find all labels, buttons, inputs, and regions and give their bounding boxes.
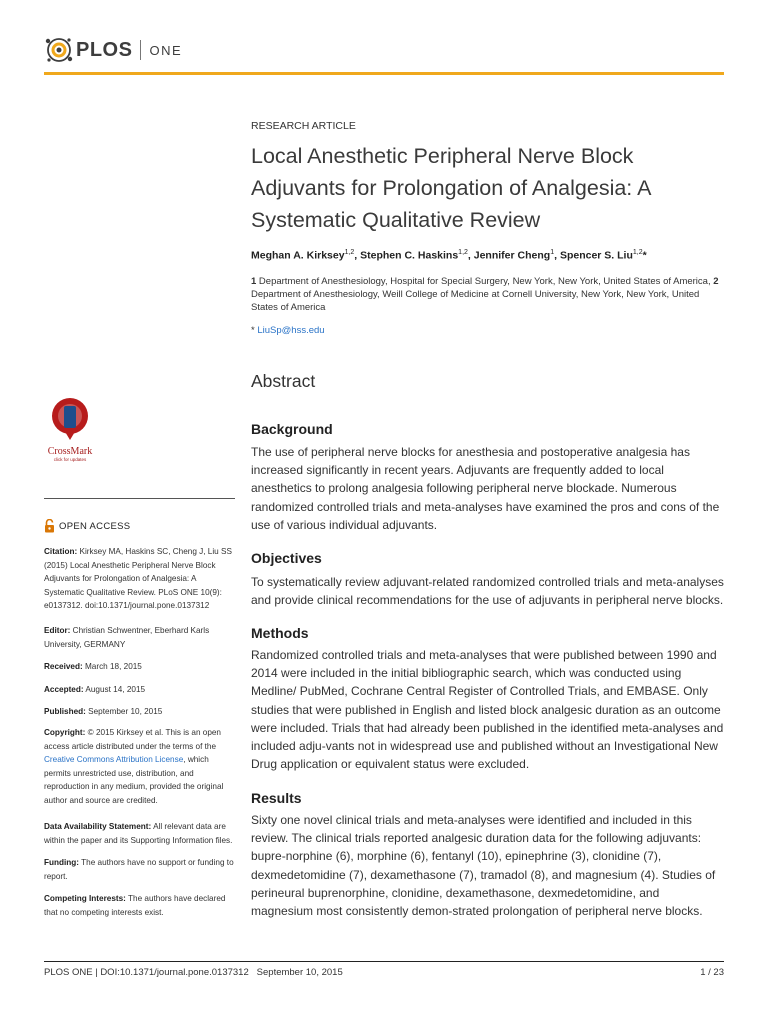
- competing-interests-text: The authors have declared that no competing interests exist.: [44, 894, 226, 917]
- objectives-heading: Objectives: [251, 550, 322, 566]
- author-separator: *: [642, 249, 647, 262]
- journal-subname: ONE: [149, 42, 183, 58]
- author-name: Stephen C. Haskins: [360, 249, 459, 262]
- received-block: [44, 660, 236, 674]
- published-label: Published:: [44, 707, 86, 716]
- footer-citation: PLOS ONE | DOI:10.1371/journal.pone.0137312 September 10, 2015: [44, 967, 343, 978]
- crossmark-badge[interactable]: [44, 396, 96, 462]
- citation-label: Citation:: [44, 547, 78, 556]
- affiliation-text: Department of Anesthesiology, Weill College of Medicine at Cornell University, New York, New York, United States of America: [251, 289, 700, 313]
- background-text: The use of peripheral nerve blocks for anesthesia and postoperative analgesia has increased significantly in recent years. Adjuvants are frequently added to local anesthetics to prolong analgesia following peripheral nerve blockade. Numerous randomized controlled trials and meta-analyses have examined the pros and cons of the use of various individual adjuvants.: [251, 445, 720, 532]
- affiliations: [251, 275, 724, 314]
- accepted-label: Accepted:: [44, 685, 84, 694]
- accepted-date: August 14, 2015: [85, 685, 146, 694]
- plos-logo-icon: [44, 35, 74, 65]
- crossmark-sub: click for updates: [53, 457, 87, 462]
- results-heading: Results: [251, 790, 302, 806]
- author-affiliation-mark: 1,2: [632, 249, 643, 256]
- published-block: [44, 705, 236, 719]
- header-rule: [44, 72, 724, 75]
- objectives-text: To systematically review adjuvant-related randomized controlled trials and meta-analyses and provide clinical recommendations for the use of adjuvants in peripheral nerve blocks.: [251, 575, 724, 608]
- accepted-block: [44, 683, 236, 697]
- methods-text: Randomized controlled trials and meta-analyses that were published between 1990 and 2014 were included in the initial bibliographic search, which was conducted using Medline/ PubMed, Cochrane Central Register of Controlled Trials, and EMBASE. Only studies that were published in English and listed block analgesic duration as an outcome were included. Trials that had already been published in the identified meta-analyses and included adju-vants not in widespread use and published without an Investigational New Drug application or equivalent status were excluded.: [251, 648, 724, 772]
- author-separator: ,: [354, 249, 361, 262]
- abstract-heading: Abstract: [251, 371, 316, 391]
- results-text: Sixty one novel clinical trials and meta-analyses were identified and included in this review. The clinical trials reported analgesic duration data for the following adjuvants: bupre-norphine (6), morphine (6), fentanyl (10), epinephrine (3), clonidine (7), dexmedetomidine (7), dexamethasone (7), tramadol (8), and magnesium (4). Studies of perineural buprenorphine, clonidine, dexamethasone, dexmedetomidine, and magnesium most consistently demon-strated prolongation of peripheral nerve blocks.: [251, 813, 716, 919]
- author-separator: ,: [467, 249, 474, 262]
- funding-label: Funding:: [44, 858, 80, 867]
- funding-block: [44, 856, 236, 883]
- editor-label: Editor:: [44, 626, 71, 635]
- journal-logo[interactable]: [44, 34, 182, 66]
- email-link[interactable]: LiuSp@hss.edu: [257, 325, 325, 336]
- citation-block: [44, 545, 236, 613]
- competing-interests-block: [44, 892, 236, 919]
- sidebar-rule: [44, 498, 235, 499]
- copyright-text: © 2015 Kirksey et al. This is an open access article distributed under the terms of the: [44, 728, 221, 751]
- open-lock-icon: [44, 519, 55, 533]
- author-affiliation-mark: 1,2: [344, 249, 355, 256]
- editor-text: Christian Schwentner, Eberhard Karls University, GERMANY: [44, 626, 210, 649]
- author-separator: ,: [554, 249, 560, 262]
- methods-heading: Methods: [251, 625, 309, 641]
- crossmark-brand: CrossMark: [47, 446, 93, 457]
- author-affiliation-mark: 1,2: [458, 249, 468, 256]
- published-date: September 10, 2015: [88, 707, 163, 716]
- data-availability-text: All relevant data are within the paper and its Supporting Information files.: [44, 822, 233, 845]
- citation-text: Kirksey MA, Haskins SC, Cheng J, Liu SS (2015) Local Anesthetic Peripheral Nerve Block Adjuvants for Prolongation of Analgesia: A Systematic Qualitative Review. PLoS ONE 10(9): e0137312. doi:10.1371/journal.pone.0137312: [44, 547, 232, 610]
- background-heading: Background: [251, 421, 333, 437]
- page-number: 1 / 23: [700, 967, 724, 978]
- author-name: Spencer S. Liu: [559, 249, 633, 262]
- copyright-text-after: , which permits unrestricted use, distribution, and reproduction in any medium, provided the original author and source are credited.: [44, 755, 224, 805]
- funding-text: The authors have no support or funding to report.: [44, 858, 234, 881]
- open-access-badge: [44, 519, 130, 533]
- footer-rule: [44, 961, 724, 962]
- article-type: RESEARCH ARTICLE: [251, 120, 356, 132]
- crossmark-icon: [50, 396, 90, 440]
- email-prefix: *: [251, 325, 258, 336]
- data-availability-label: Data Availability Statement:: [44, 822, 152, 831]
- license-link[interactable]: Creative Commons Attribution License: [44, 755, 184, 764]
- journal-name: PLOS: [76, 38, 133, 61]
- received-date: March 18, 2015: [84, 662, 142, 671]
- copyright-block: [44, 726, 236, 807]
- data-availability-block: [44, 820, 236, 847]
- author-list: [251, 249, 724, 262]
- received-label: Received:: [44, 662, 83, 671]
- affiliation-number: 2: [713, 276, 719, 287]
- author-affiliation-mark: 1: [550, 249, 555, 256]
- open-access-label: OPEN ACCESS: [59, 520, 131, 532]
- logo-divider: [140, 40, 141, 60]
- competing-interests-label: Competing Interests:: [44, 894, 126, 903]
- copyright-label: Copyright:: [44, 728, 86, 737]
- author-name: Jennifer Cheng: [473, 249, 551, 262]
- affiliation-text: Department of Anesthesiology, Hospital for Special Surgery, New York, New York, United States of America,: [256, 276, 714, 287]
- editor-block: [44, 624, 236, 651]
- article-title: Local Anesthetic Peripheral Nerve Block Adjuvants for Prolongation of Analgesia: A Systematic Qualitative Review: [251, 144, 651, 232]
- affiliation-number: 1: [251, 276, 257, 287]
- corresponding-email: [251, 325, 724, 336]
- author-name: Meghan A. Kirksey: [251, 249, 345, 262]
